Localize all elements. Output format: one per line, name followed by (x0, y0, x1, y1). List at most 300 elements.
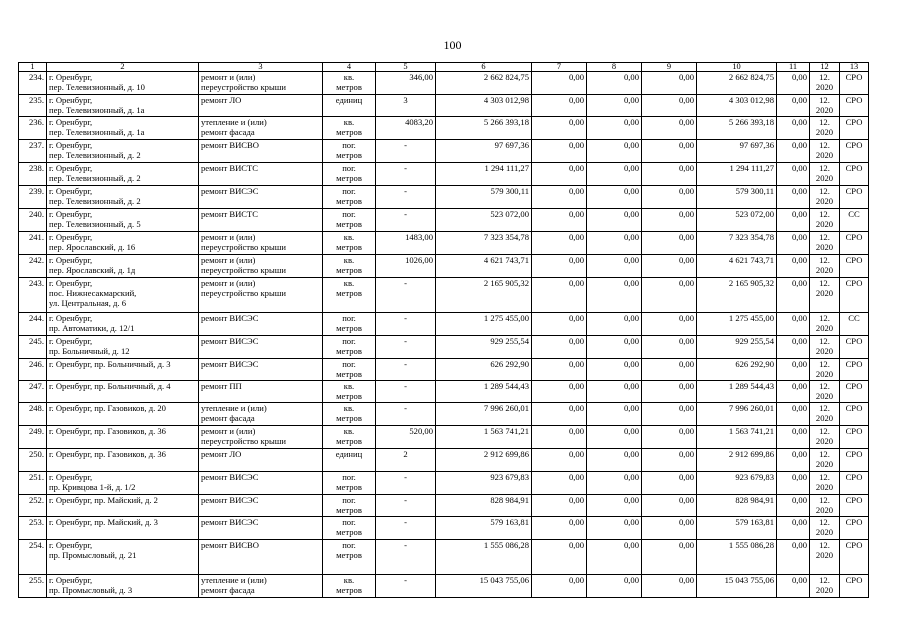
total-cost-cell: 7 996 260,01 (436, 403, 532, 426)
total-cost-cell: 1 275 455,00 (436, 313, 532, 336)
row-number: 234. (19, 72, 47, 95)
table-row (19, 163, 869, 186)
table-row (19, 255, 869, 278)
row-number: 235. (19, 95, 47, 117)
date-cell-line: 2020 (815, 505, 834, 516)
address-cell (47, 163, 199, 186)
date-cell (810, 359, 840, 381)
quantity-cell: - (376, 517, 436, 540)
work-type-cell-line: ремонт и (или) (201, 72, 256, 82)
address-cell (47, 575, 199, 598)
date-cell-line: 12. (819, 72, 830, 82)
address-cell-line: пр. Больничный, д. 12 (49, 346, 130, 357)
work-type-cell (199, 575, 323, 598)
date-cell-line: 12. (819, 95, 830, 105)
unit-cell-line: метров (336, 527, 362, 538)
address-cell (47, 278, 199, 313)
date-cell-line: 2020 (815, 82, 834, 93)
table-row (19, 403, 869, 426)
source-cell: СРО (840, 381, 869, 403)
total-cost-cell: 7 323 354,78 (436, 232, 532, 255)
total-cost-cell: 15 043 755,06 (436, 575, 532, 598)
address-cell (47, 95, 199, 117)
column-7-cell: 0,00 (532, 540, 587, 575)
work-type-cell-line: ремонт ВИСТС (201, 163, 259, 173)
table-row (19, 449, 869, 472)
column-header-3: 3 (199, 63, 323, 72)
column-8-cell: 0,00 (587, 163, 642, 186)
date-cell-line: 2020 (815, 173, 834, 184)
date-cell-line: 2020 (815, 219, 834, 230)
total-cost-cell: 1 555 086,28 (436, 540, 532, 575)
date-cell-line: 12. (819, 517, 830, 527)
address-cell-line: г. Оренбург, (49, 540, 93, 550)
address-cell (47, 313, 199, 336)
work-type-cell-line: переустройство крыши (201, 242, 286, 253)
date-cell-line: 12. (819, 117, 830, 127)
work-type-cell (199, 313, 323, 336)
work-type-cell (199, 517, 323, 540)
unit-cell-line: пог. (342, 336, 356, 346)
unit-cell-line: кв. (343, 381, 355, 391)
source-cell: СРО (840, 255, 869, 278)
column-11-cell: 0,00 (777, 186, 810, 209)
column-11-cell: 0,00 (777, 359, 810, 381)
column-11-cell: 0,00 (777, 449, 810, 472)
date-cell (810, 209, 840, 232)
table-body (19, 72, 869, 598)
quantity-cell: - (376, 359, 436, 381)
unit-cell-line: пог. (342, 540, 356, 550)
column-11-cell: 0,00 (777, 163, 810, 186)
column-10-cell: 626 292,90 (697, 359, 777, 381)
unit-cell-line: пог. (342, 517, 356, 527)
address-cell-line: г. Оренбург, (49, 313, 93, 323)
column-11-cell: 0,00 (777, 95, 810, 117)
quantity-cell: 1483,00 (376, 232, 436, 255)
total-cost-cell: 579 300,11 (436, 186, 532, 209)
quantity-cell: - (376, 209, 436, 232)
row-number: 253. (19, 517, 47, 540)
work-type-cell-line: ремонт ВИСЭС (201, 495, 259, 505)
address-cell-line: г. Оренбург, пр. Газовиков, д. 36 (49, 449, 166, 459)
column-7-cell: 0,00 (532, 403, 587, 426)
date-cell-line: 2020 (815, 550, 834, 561)
column-9-cell: 0,00 (642, 426, 697, 449)
address-cell-line: г. Оренбург, (49, 163, 93, 173)
row-number: 245. (19, 336, 47, 359)
unit-cell (323, 575, 376, 598)
column-9-cell: 0,00 (642, 278, 697, 313)
column-header-5: 5 (376, 63, 436, 72)
unit-cell-line: пог. (342, 140, 356, 150)
quantity-cell: - (376, 403, 436, 426)
column-8-cell: 0,00 (587, 117, 642, 140)
column-8-cell: 0,00 (587, 95, 642, 117)
address-cell-line: пр. Кривцова 1-й, д. 1/2 (49, 482, 136, 493)
table-row (19, 313, 869, 336)
date-cell (810, 517, 840, 540)
column-8-cell: 0,00 (587, 359, 642, 381)
unit-cell (323, 540, 376, 575)
date-cell (810, 186, 840, 209)
work-type-cell-line: переустройство крыши (201, 288, 286, 299)
quantity-cell: - (376, 140, 436, 163)
date-cell (810, 278, 840, 313)
column-10-cell: 1 555 086,28 (697, 540, 777, 575)
address-cell (47, 232, 199, 255)
address-cell (47, 381, 199, 403)
column-7-cell: 0,00 (532, 232, 587, 255)
column-10-cell: 2 662 824,75 (697, 72, 777, 95)
date-cell-line: 2020 (815, 288, 834, 299)
table-row (19, 336, 869, 359)
quantity-cell: 346,00 (376, 72, 436, 95)
total-cost-cell: 2 662 824,75 (436, 72, 532, 95)
address-cell-line: г. Оренбург, пр. Газовиков, д. 20 (49, 403, 166, 413)
date-cell-line: 12. (819, 140, 830, 150)
date-cell (810, 255, 840, 278)
address-cell-line: г. Оренбург, пр. Газовиков, д. 36 (49, 426, 166, 436)
address-cell (47, 495, 199, 517)
row-number: 248. (19, 403, 47, 426)
column-header-8: 8 (587, 63, 642, 72)
unit-cell-line: кв. (343, 232, 355, 242)
work-type-cell (199, 278, 323, 313)
unit-cell-line: метров (336, 391, 362, 402)
quantity-cell: 1026,00 (376, 255, 436, 278)
quantity-cell: - (376, 381, 436, 403)
address-cell (47, 140, 199, 163)
total-cost-cell: 1 294 111,27 (436, 163, 532, 186)
page-number: 100 (443, 38, 462, 52)
date-cell-line: 12. (819, 540, 830, 550)
date-cell-line: 12. (819, 209, 830, 219)
unit-cell-line: метров (336, 482, 362, 493)
unit-cell-line: пог. (342, 186, 356, 196)
work-type-cell-line: ремонт и (или) (201, 232, 256, 242)
date-cell-line: 2020 (815, 127, 834, 138)
header-row (19, 63, 869, 72)
date-cell-line: 12. (819, 449, 830, 459)
column-9-cell: 0,00 (642, 209, 697, 232)
column-8-cell: 0,00 (587, 140, 642, 163)
quantity-cell: - (376, 575, 436, 598)
column-8-cell: 0,00 (587, 232, 642, 255)
address-cell-line: пер. Телевизионный, д. 10 (49, 82, 145, 93)
unit-cell-line: пог. (342, 313, 356, 323)
unit-cell-line: единиц (335, 449, 363, 459)
column-7-cell: 0,00 (532, 278, 587, 313)
column-10-cell: 2 165 905,32 (697, 278, 777, 313)
column-7-cell: 0,00 (532, 117, 587, 140)
column-11-cell: 0,00 (777, 336, 810, 359)
column-7-cell: 0,00 (532, 449, 587, 472)
work-type-cell-line: переустройство крыши (201, 436, 286, 447)
column-9-cell: 0,00 (642, 472, 697, 495)
work-type-cell-line: ремонт ЛО (201, 95, 242, 105)
total-cost-cell: 2 912 699,86 (436, 449, 532, 472)
column-9-cell: 0,00 (642, 575, 697, 598)
column-11-cell: 0,00 (777, 403, 810, 426)
quantity-cell: - (376, 278, 436, 313)
row-number: 244. (19, 313, 47, 336)
unit-cell (323, 472, 376, 495)
column-8-cell: 0,00 (587, 426, 642, 449)
date-cell-line: 12. (819, 313, 830, 323)
address-cell-line: пер. Ярославский, д. 1д (49, 265, 136, 276)
source-cell: СРО (840, 540, 869, 575)
unit-cell-line: метров (336, 219, 362, 230)
column-9-cell: 0,00 (642, 255, 697, 278)
unit-cell (323, 117, 376, 140)
quantity-cell: 2 (376, 449, 436, 472)
address-cell-line: пр. Промысловый, д. 21 (49, 550, 137, 561)
total-cost-cell: 626 292,90 (436, 359, 532, 381)
unit-cell-line: метров (336, 82, 362, 93)
work-type-cell (199, 495, 323, 517)
column-11-cell: 0,00 (777, 232, 810, 255)
column-9-cell: 0,00 (642, 186, 697, 209)
source-cell: СРО (840, 575, 869, 598)
column-header-9: 9 (642, 63, 697, 72)
table-row (19, 426, 869, 449)
work-type-cell-line: ремонт и (или) (201, 426, 256, 436)
address-cell-line: г. Оренбург, (49, 95, 93, 105)
unit-cell (323, 495, 376, 517)
address-cell-line: г. Оренбург, пр. Больничный, д. 4 (49, 381, 171, 391)
table-row (19, 117, 869, 140)
address-cell-line: пер. Ярославский, д. 16 (49, 242, 136, 253)
date-cell-line: 2020 (815, 196, 834, 207)
work-type-cell-line: ремонт ВИСЭС (201, 186, 259, 196)
total-cost-cell: 4 621 743,71 (436, 255, 532, 278)
source-cell: СРО (840, 117, 869, 140)
column-10-cell: 929 255,54 (697, 336, 777, 359)
column-7-cell: 0,00 (532, 336, 587, 359)
work-type-cell (199, 336, 323, 359)
date-cell-line: 2020 (815, 459, 834, 470)
column-7-cell: 0,00 (532, 381, 587, 403)
date-cell-line: 2020 (815, 105, 834, 116)
date-cell-line: 2020 (815, 413, 834, 424)
column-11-cell: 0,00 (777, 255, 810, 278)
date-cell-line: 12. (819, 381, 830, 391)
total-cost-cell: 929 255,54 (436, 336, 532, 359)
unit-cell (323, 359, 376, 381)
column-10-cell: 4 621 743,71 (697, 255, 777, 278)
column-7-cell: 0,00 (532, 575, 587, 598)
date-cell-line: 12. (819, 403, 830, 413)
row-number: 238. (19, 163, 47, 186)
unit-cell (323, 278, 376, 313)
date-cell-line: 2020 (815, 391, 834, 402)
date-cell (810, 426, 840, 449)
work-type-cell (199, 72, 323, 95)
row-number: 247. (19, 381, 47, 403)
source-cell: СРО (840, 72, 869, 95)
total-cost-cell: 523 072,00 (436, 209, 532, 232)
work-type-cell-line: ремонт фасада (201, 585, 255, 596)
row-number: 251. (19, 472, 47, 495)
column-9-cell: 0,00 (642, 449, 697, 472)
column-11-cell: 0,00 (777, 209, 810, 232)
unit-cell (323, 186, 376, 209)
date-cell-line: 12. (819, 232, 830, 242)
column-11-cell: 0,00 (777, 72, 810, 95)
unit-cell-line: метров (336, 323, 362, 334)
date-cell-line: 2020 (815, 346, 834, 357)
total-cost-cell: 5 266 393,18 (436, 117, 532, 140)
date-cell (810, 540, 840, 575)
address-cell (47, 426, 199, 449)
column-8-cell: 0,00 (587, 336, 642, 359)
column-header-4: 4 (323, 63, 376, 72)
column-8-cell: 0,00 (587, 278, 642, 313)
work-type-cell-line: ремонт ВИСЭС (201, 336, 259, 346)
date-cell (810, 381, 840, 403)
work-type-cell-line: ремонт ВИСЭС (201, 313, 259, 323)
column-7-cell: 0,00 (532, 255, 587, 278)
work-type-cell-line: ремонт ЛО (201, 449, 242, 459)
total-cost-cell: 2 165 905,32 (436, 278, 532, 313)
column-8-cell: 0,00 (587, 472, 642, 495)
address-cell (47, 540, 199, 575)
column-header-7: 7 (532, 63, 587, 72)
unit-cell-line: метров (336, 550, 362, 561)
address-cell-line: пер. Телевизионный, д. 2 (49, 173, 141, 184)
column-10-cell: 5 266 393,18 (697, 117, 777, 140)
address-cell (47, 449, 199, 472)
work-type-cell-line: ремонт ВИСЭС (201, 359, 259, 369)
work-type-cell (199, 403, 323, 426)
column-10-cell: 1 294 111,27 (697, 163, 777, 186)
unit-cell-line: метров (336, 150, 362, 161)
unit-cell (323, 381, 376, 403)
date-cell-line: 12. (819, 575, 830, 585)
unit-cell-line: пог. (342, 472, 356, 482)
address-cell-line: пр. Промысловый, д. 3 (49, 585, 133, 596)
unit-cell-line: метров (336, 505, 362, 516)
date-cell (810, 336, 840, 359)
table-row (19, 575, 869, 598)
unit-cell-line: кв. (343, 278, 355, 288)
source-cell: СРО (840, 426, 869, 449)
unit-cell-line: метров (336, 127, 362, 138)
column-7-cell: 0,00 (532, 186, 587, 209)
column-10-cell: 7 323 354,78 (697, 232, 777, 255)
data-table (18, 62, 869, 598)
address-cell (47, 472, 199, 495)
date-cell-line: 2020 (815, 369, 834, 380)
date-cell (810, 117, 840, 140)
unit-cell-line: кв. (343, 426, 355, 436)
address-cell-line: г. Оренбург, (49, 255, 93, 265)
column-7-cell: 0,00 (532, 426, 587, 449)
work-type-cell-line: ремонт фасада (201, 413, 255, 424)
source-cell: СРО (840, 140, 869, 163)
date-cell (810, 495, 840, 517)
date-cell (810, 232, 840, 255)
date-cell-line: 2020 (815, 585, 834, 596)
work-type-cell (199, 163, 323, 186)
column-7-cell: 0,00 (532, 495, 587, 517)
address-cell-line: г. Оренбург, (49, 117, 93, 127)
unit-cell-line: метров (336, 436, 362, 447)
unit-cell (323, 336, 376, 359)
row-number: 252. (19, 495, 47, 517)
table-row (19, 209, 869, 232)
unit-cell-line: пог. (342, 495, 356, 505)
column-9-cell: 0,00 (642, 336, 697, 359)
quantity-cell: - (376, 186, 436, 209)
date-cell (810, 449, 840, 472)
column-7-cell: 0,00 (532, 163, 587, 186)
column-8-cell: 0,00 (587, 495, 642, 517)
column-10-cell: 97 697,36 (697, 140, 777, 163)
column-11-cell: 0,00 (777, 540, 810, 575)
total-cost-cell: 97 697,36 (436, 140, 532, 163)
work-type-cell (199, 232, 323, 255)
address-cell-line: г. Оренбург, (49, 72, 93, 82)
column-9-cell: 0,00 (642, 403, 697, 426)
source-cell: СРО (840, 278, 869, 313)
column-9-cell: 0,00 (642, 72, 697, 95)
date-cell-line: 12. (819, 163, 830, 173)
column-9-cell: 0,00 (642, 359, 697, 381)
work-type-cell (199, 209, 323, 232)
column-10-cell: 523 072,00 (697, 209, 777, 232)
address-cell-line: пер. Телевизионный, д. 2 (49, 196, 141, 207)
table-row (19, 95, 869, 117)
unit-cell-line: пог. (342, 359, 356, 369)
address-cell-line: г. Оренбург, (49, 186, 93, 196)
date-cell-line: 2020 (815, 527, 834, 538)
date-cell-line: 12. (819, 255, 830, 265)
date-cell-line: 12. (819, 495, 830, 505)
table-row (19, 472, 869, 495)
column-header-10: 10 (697, 63, 777, 72)
unit-cell-line: метров (336, 346, 362, 357)
column-7-cell: 0,00 (532, 209, 587, 232)
address-cell-line: пер. Телевизионный, д. 5 (49, 219, 141, 230)
unit-cell-line: метров (336, 242, 362, 253)
address-cell (47, 517, 199, 540)
date-cell-line: 2020 (815, 323, 834, 334)
column-8-cell: 0,00 (587, 313, 642, 336)
total-cost-cell: 579 163,81 (436, 517, 532, 540)
address-cell-line: г. Оренбург, (49, 232, 93, 242)
quantity-cell: - (376, 472, 436, 495)
column-9-cell: 0,00 (642, 95, 697, 117)
column-8-cell: 0,00 (587, 403, 642, 426)
column-7-cell: 0,00 (532, 359, 587, 381)
column-8-cell: 0,00 (587, 209, 642, 232)
unit-cell (323, 232, 376, 255)
row-number: 254. (19, 540, 47, 575)
address-cell-line: пер. Телевизионный, д. 1а (49, 105, 145, 116)
date-cell-line: 12. (819, 186, 830, 196)
column-7-cell: 0,00 (532, 95, 587, 117)
work-type-cell-line: утепление и (или) (201, 575, 267, 585)
work-type-cell (199, 186, 323, 209)
column-7-cell: 0,00 (532, 140, 587, 163)
date-cell-line: 12. (819, 472, 830, 482)
column-8-cell: 0,00 (587, 72, 642, 95)
work-type-cell-line: ремонт и (или) (201, 255, 256, 265)
work-type-cell (199, 140, 323, 163)
source-cell: СРО (840, 336, 869, 359)
